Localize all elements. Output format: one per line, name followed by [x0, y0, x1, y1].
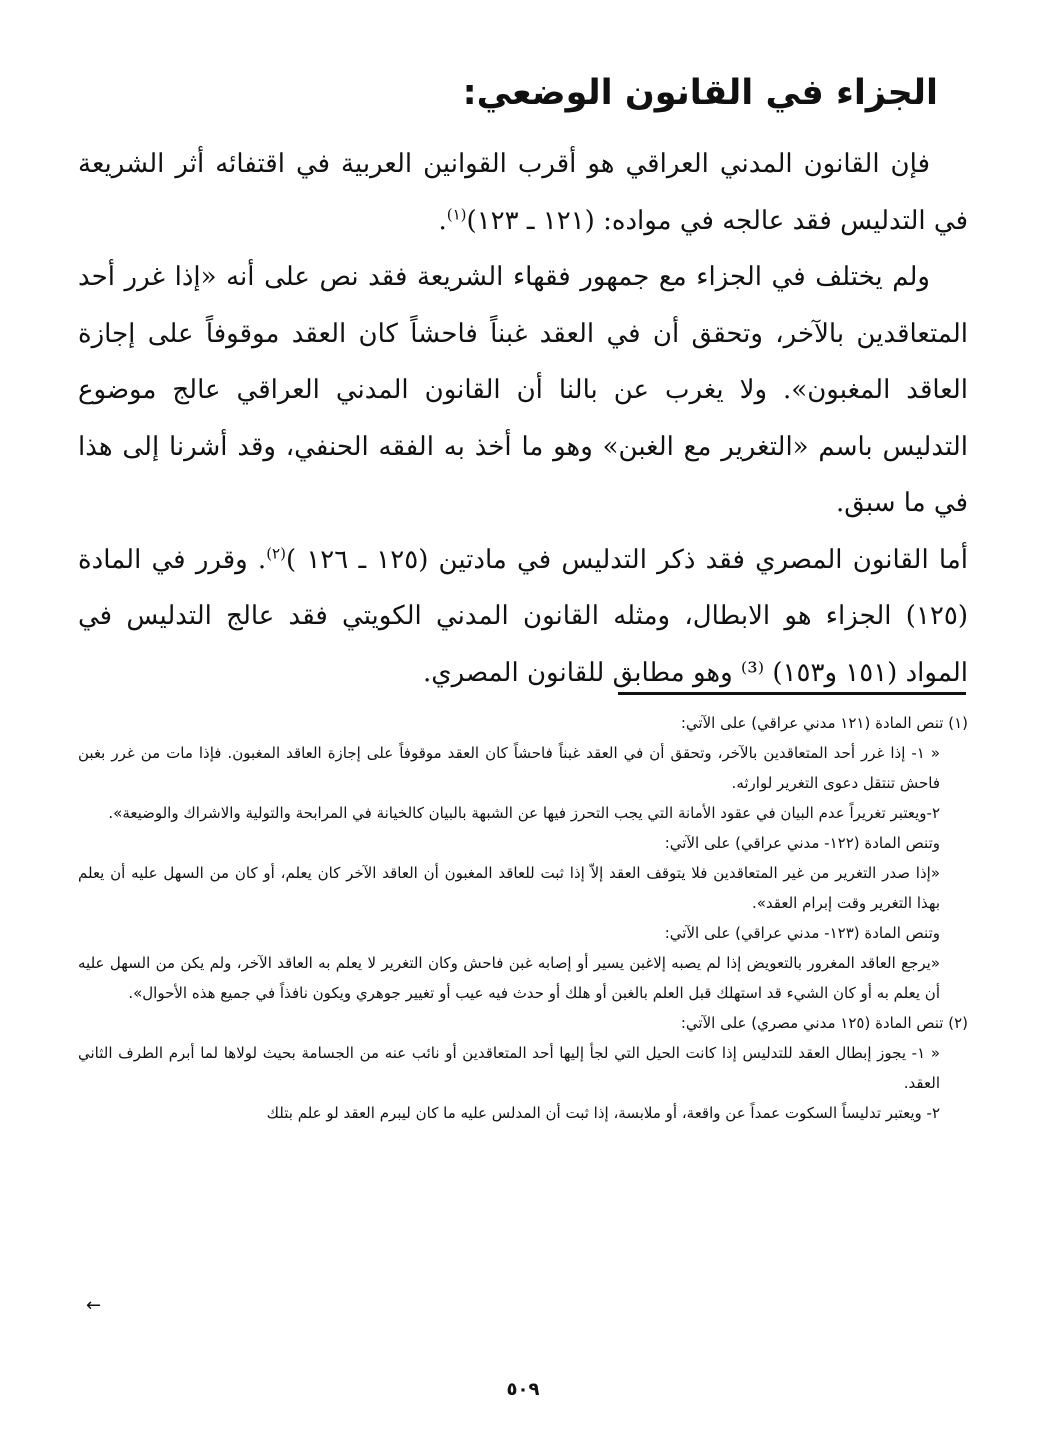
footnote-line: وتنص المادة (١٢٢- مدني عراقي) على الآتي:: [664, 834, 940, 852]
page-number: ٥٠٩: [506, 1379, 540, 1400]
footnote-line: «يرجع العاقد المغرور بالتعويض إذا لم يصبه إلاغبن يسير أو إصابه غبن فاحش وكان التغرير لا يعلم به العاقد الآخر، ولم يكن من السهل عليه أن يعلم به أو كان الشيء قد استهلك قبل العلم بالغبن أو هلك أو حدث فيه عيب أو تغيير جوهري ويكون نافذاً في جميع هذه الأحوال».: [78, 954, 940, 1002]
footnote-line: « ١- يجوز إبطال العقد للتدليس إذا كانت الحيل التي لجأ إليها أحد المتعاقدين أو نائب عنه من الجسامة بحيث لولاها لما أبرم الطرف الثاني العقد.: [78, 1044, 940, 1092]
footnote-separator: [618, 692, 966, 695]
footnote-line: وتنص المادة (١٢٣- مدني عراقي) على الآتي:: [664, 924, 940, 942]
footnote-line: (١) تنص المادة (١٢١ مدني عراقي) على الآتي:: [680, 714, 968, 732]
continuation-arrow-icon: ←: [86, 1295, 102, 1316]
footnotes: [78, 708, 968, 1128]
footnote-line: ٢- ويعتبر تدليساً السكوت عمداً عن واقعة، أو ملابسة، إذا ثبت أن المدلس عليه ما كان ليبرم العقد لو علم بتلك: [266, 1104, 940, 1122]
footnote-ref-1: (١): [446, 204, 467, 223]
body-paragraph-1: فإن القانون المدني العراقي هو أقرب القوانين العربية في اقتفائه أثر الشريعة في التدليس فقد عالجه في مواده: (١٢١ ـ ١٢٣)$^{(١)}$.: [78, 149, 968, 236]
section-heading: الجزاء في القانون الوضعي:: [462, 73, 938, 113]
footnote-line: «إذا صدر التغرير من غير المتعاقدين فلا يتوقف العقد إلاّ إذا ثبت للعاقد المغبون أن العاقد الآخر كان يعلم، أو كان من السهل عليه أن يعلم بهذا التغرير وقت إبرام العقد».: [78, 864, 940, 912]
footnote-ref-2: (٢): [266, 543, 286, 562]
body-paragraph-2: ولم يختلف في الجزاء مع جمهور فقهاء الشريعة فقد نص على أنه «إذا غرر أحد المتعاقدين بالآخر، وتحقق أن في العقد غبناً فاحشاً كان العقد موقوفاً على إجازة العاقد المغبون». ولا يغرب عن بالنا أن القانون المدني العراقي عالج موضوع التدليس باسم «التغرير مع الغبن» وهو ما أخذ به الفقه الحنفي، وقد أشرنا إلى هذا في ما سبق.: [78, 262, 968, 518]
footnote-line: « ١- إذا غرر أحد المتعاقدين بالآخر، وتحقق أن في العقد غبناً فاحشاً كان العقد موقوفاً على إجازة العاقد المغبون. فإذا مات من غرر بغبن فاحش تنتقل دعوى التغرير لوارثه.: [78, 744, 940, 792]
body-text: [78, 136, 968, 701]
footnote-line: (٢) تنص المادة (١٢٥ مدني مصري) على الآتي:: [680, 1014, 968, 1032]
body-paragraph-3: أما القانون المصري فقد ذكر التدليس في مادتين (١٢٥ ـ ١٢٦ )$^{(٢)}$. وقرر في المادة (١٢٥) الجزاء هو الابطال، ومثله القانون المدني الكويتي فقد عالج التدليس في المواد (١٥١ و١٥٣) ⁽³⁾ وهو مطابق للقانون المصري.: [78, 543, 968, 688]
footnote-line: ٢-ويعتبر تغريراً عدم البيان في عقود الأمانة التي يجب التحرز فيها عن الشبهة بالبيان كالخيانة في المرابحة والتولية والاشراك والوضيعة».: [108, 804, 940, 822]
